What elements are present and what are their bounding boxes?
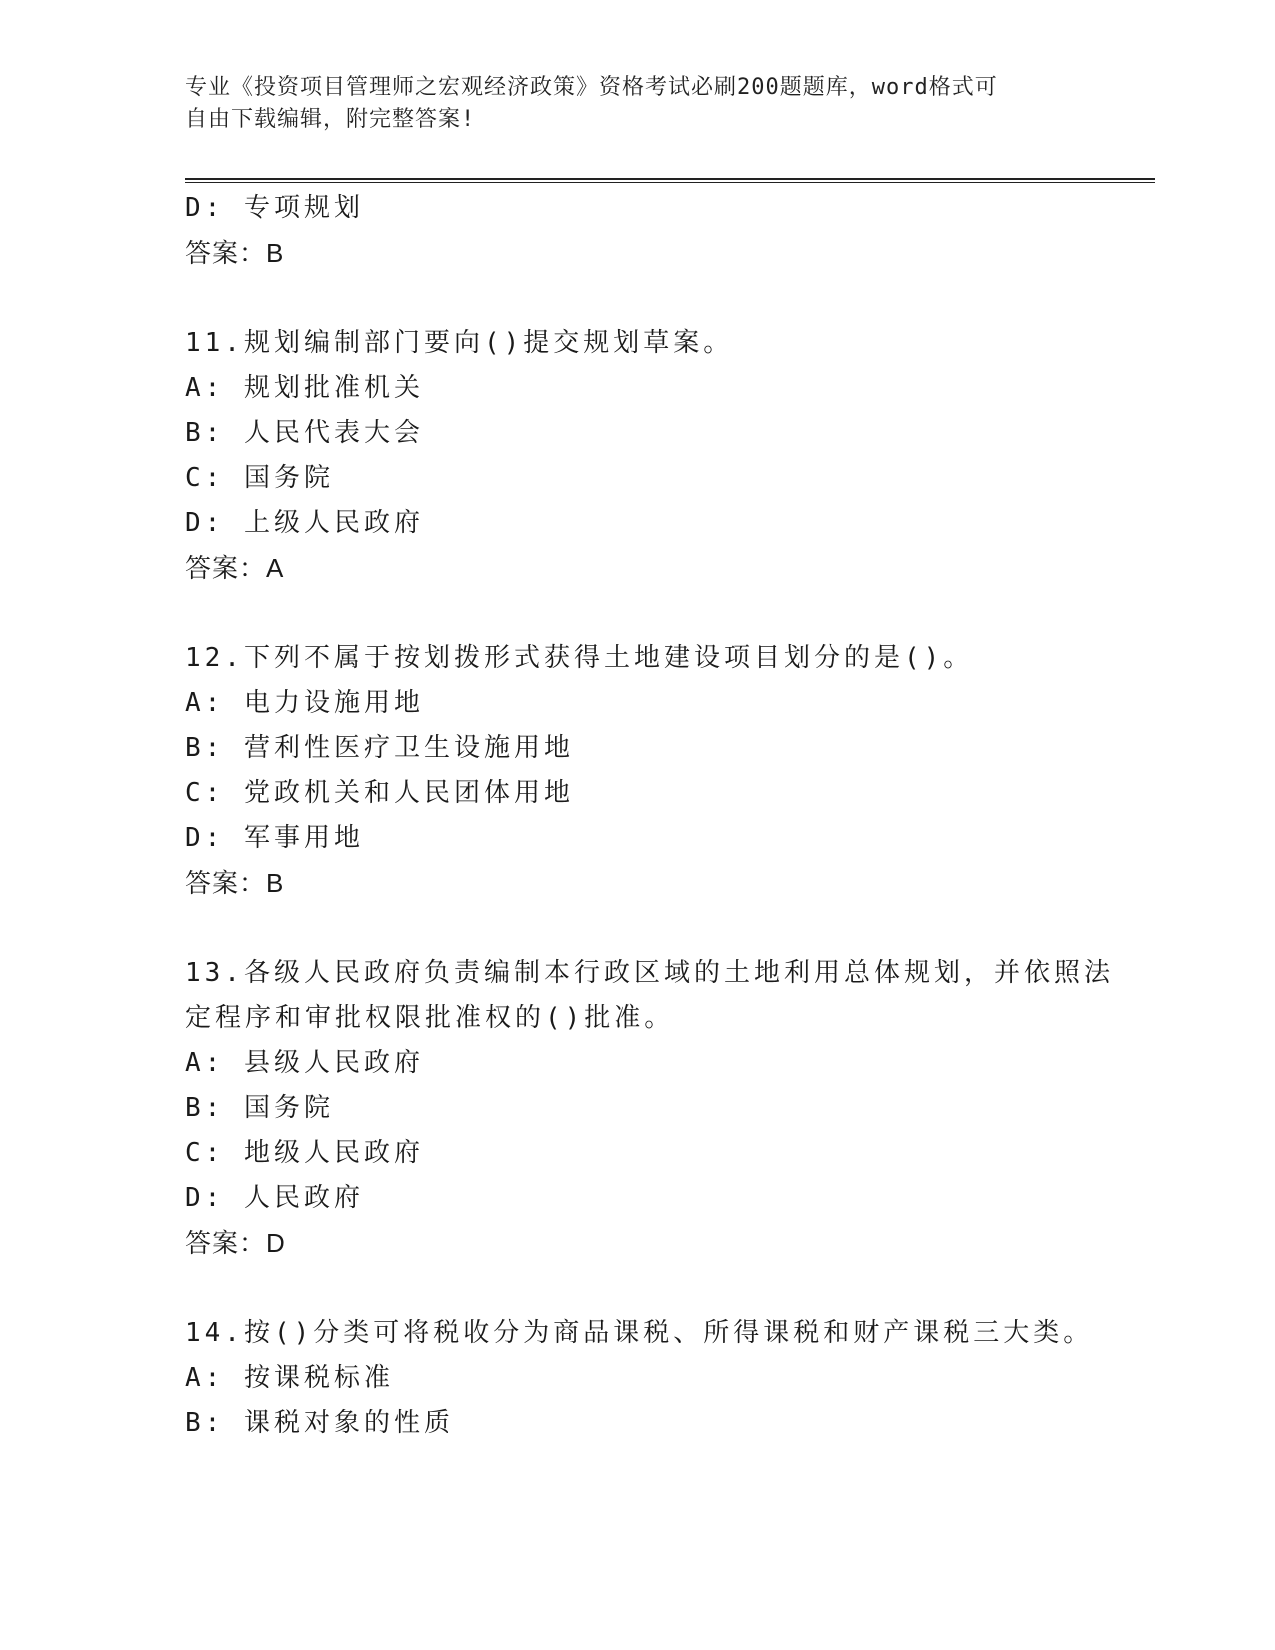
question-11: [185, 321, 1145, 591]
question-13: [185, 951, 1145, 1266]
option-d: D: 军事用地: [185, 823, 364, 853]
option-b: B: 课税对象的性质: [185, 1408, 454, 1438]
option-b: B: 人民代表大会: [185, 418, 424, 448]
header-title-line-2: 自由下载编辑，附完整答案!: [185, 107, 476, 132]
answer-line: 答案：D: [185, 1228, 286, 1258]
option-d: D: 上级人民政府: [185, 508, 424, 538]
answer-line: 答案：A: [185, 553, 285, 583]
option-a: A: 规划批准机关: [185, 373, 424, 403]
option-c: C: 国务院: [185, 463, 334, 493]
option-d: D: 专项规划: [185, 193, 364, 223]
page-header: [185, 72, 1085, 136]
question-stem: 12.下列不属于按划拨形式获得土地建设项目划分的是()。: [185, 643, 974, 673]
option-c: C: 地级人民政府: [185, 1138, 424, 1168]
question-stem-line-1: 13.各级人民政府负责编制本行政区域的土地利用总体规划，并依照法: [185, 958, 1114, 988]
answer-line: 答案：B: [185, 238, 285, 268]
question-stem-line-2: 定程序和审批权限批准权的()批准。: [185, 1003, 675, 1033]
question-stem: 14.按()分类可将税收分为商品课税、所得课税和财产课税三大类。: [185, 1318, 1094, 1348]
question-stem: 11.规划编制部门要向()提交规划草案。: [185, 328, 734, 358]
option-a: A: 按课税标准: [185, 1363, 394, 1393]
question-12: [185, 636, 1145, 906]
option-a: A: 县级人民政府: [185, 1048, 424, 1078]
document-body: [185, 186, 1145, 1446]
option-b: B: 营利性医疗卫生设施用地: [185, 733, 574, 763]
question-14: [185, 1311, 1145, 1446]
option-d: D: 人民政府: [185, 1183, 364, 1213]
answer-line: 答案：B: [185, 868, 285, 898]
previous-question-tail: [185, 186, 1145, 276]
option-b: B: 国务院: [185, 1093, 334, 1123]
option-c: C: 党政机关和人民团体用地: [185, 778, 574, 808]
option-a: A: 电力设施用地: [185, 688, 424, 718]
header-divider: [185, 178, 1155, 183]
header-title-line-1: 专业《投资项目管理师之宏观经济政策》资格考试必刷200题题库，word格式可: [185, 75, 998, 100]
